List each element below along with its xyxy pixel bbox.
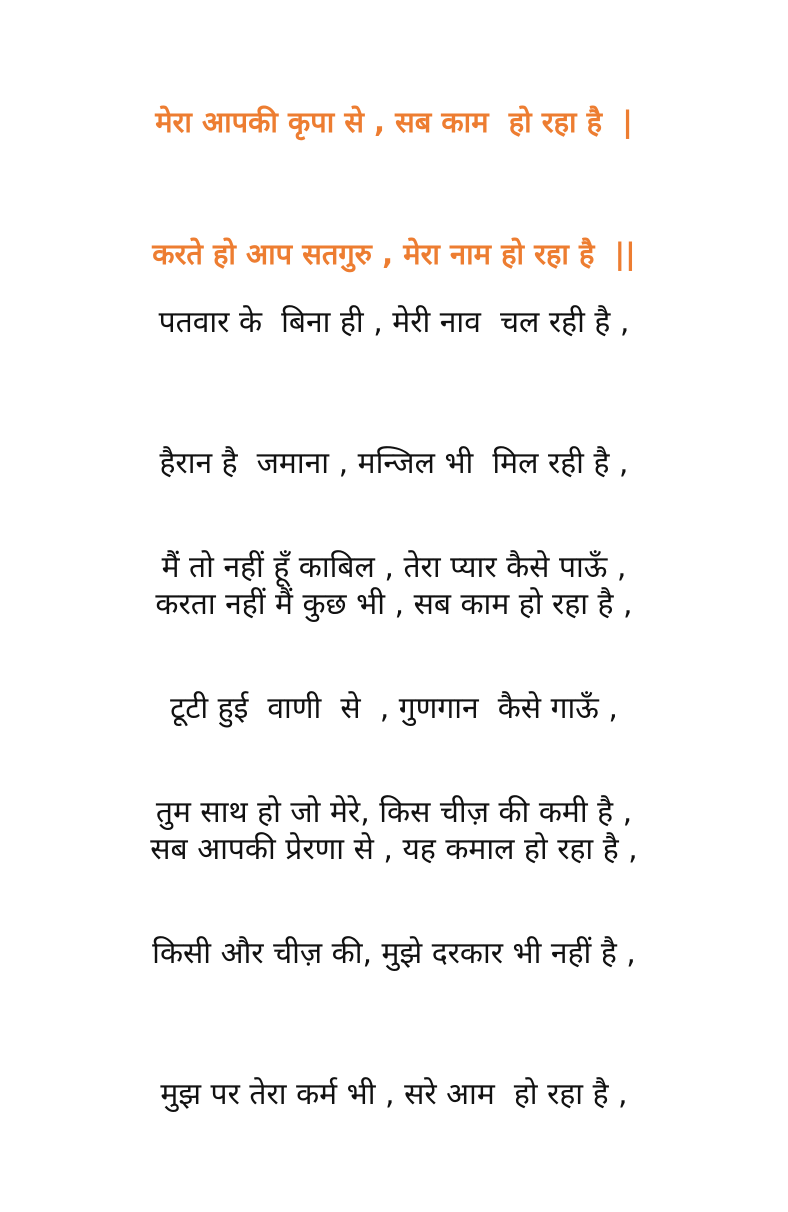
stanza-1-line-3: करता नहीं मैं कुछ भी , सब काम हो रहा है ,: [155, 587, 633, 622]
stanza-3-line-2: किसी और चीज़ की, मुझे दरकार भी नहीं है ,: [152, 936, 636, 971]
stanza-2-line-1: मैं तो नहीं हूँ काबिल , तेरा प्यार कैसे पाऊँ ,: [161, 550, 627, 585]
stanza-1-line-1: पतवार के बिना ही , मेरी नाव चल रही है ,: [158, 305, 630, 340]
stanza-1-line-2: हैरान है जमाना , मन्जिल भी मिल रही है ,: [159, 446, 629, 481]
stanza-3-line-1: तुम साथ हो जो मेरे, किस चीज़ की कमी है ,: [155, 795, 633, 830]
refrain-line-2: करते हो आप सतगुरु , मेरा नाम हो रहा है ||: [152, 237, 636, 271]
stanza-3: [0, 695, 788, 1212]
stanza-2-line-2: टूटी हुई वाणी से , गुणगान कैसे गाऊँ ,: [170, 691, 618, 726]
stanza-3-line-3: मुझ पर तेरा कर्म भी , सरे आम हो रहा है ,: [160, 1077, 628, 1112]
stanza-2-line-3: सब आपकी प्रेरणा से , यह कमाल हो रहा है ,: [150, 832, 638, 867]
refrain-line-1: मेरा आपकी कृपा से , सब काम हो रहा है |: [155, 105, 633, 139]
